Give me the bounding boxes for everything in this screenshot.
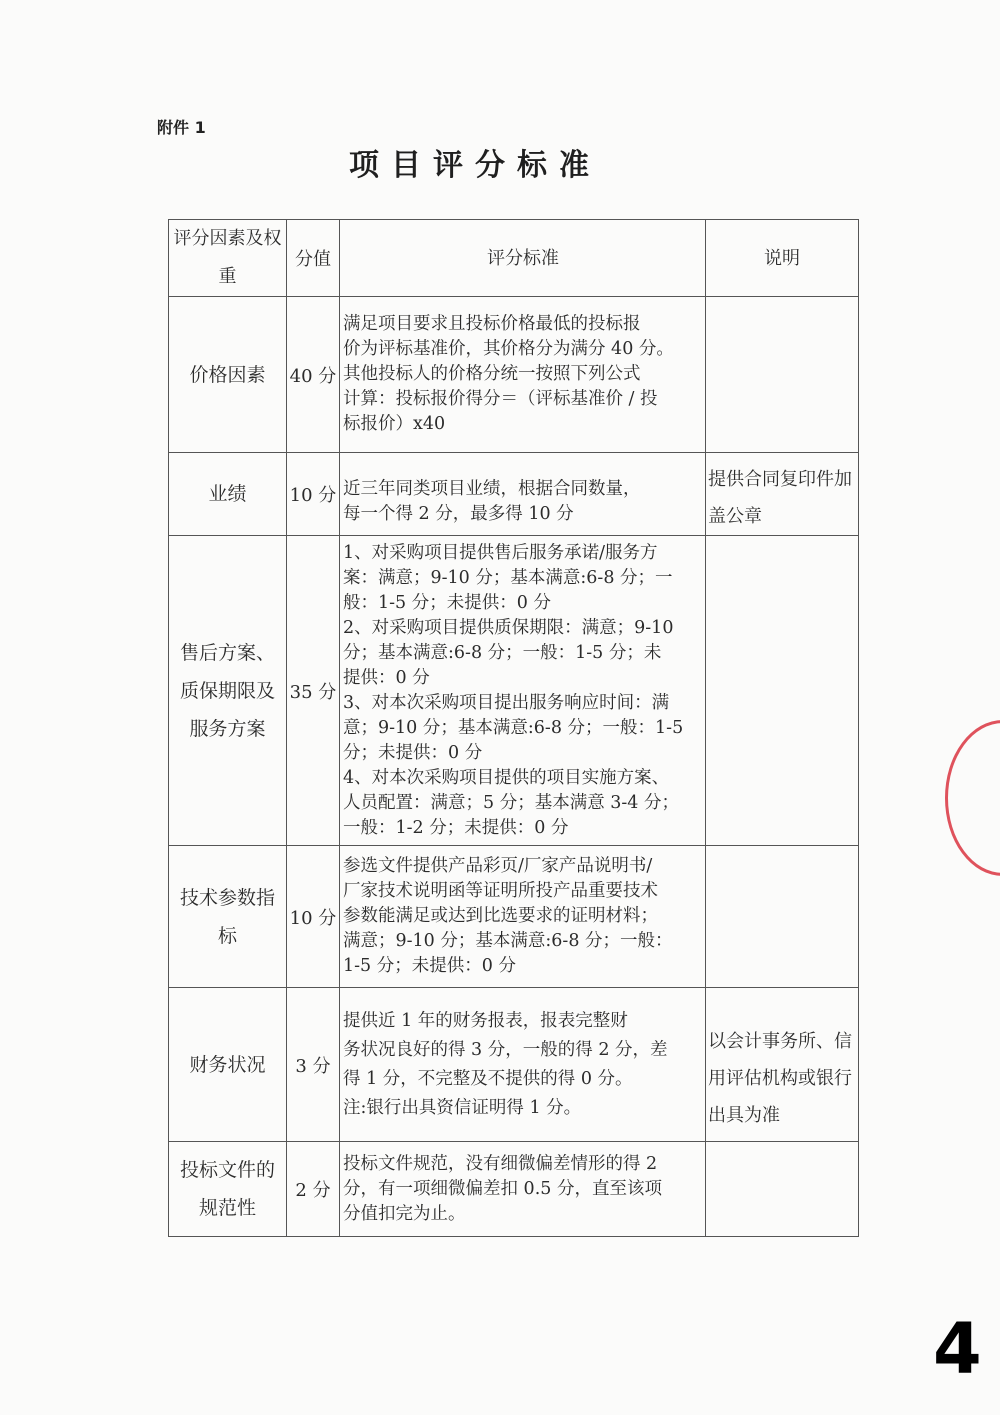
criteria-line: 人员配置：满意；5 分；基本满意 3-4 分； bbox=[343, 792, 680, 813]
factor-cell: 价格因素 bbox=[169, 297, 287, 453]
criteria-line: 意；9-10 分；基本满意:6-8 分；一般：1-5 bbox=[343, 717, 684, 738]
score-cell: 2 分 bbox=[287, 1142, 340, 1237]
criteria-line: 标报价）x40 bbox=[343, 414, 446, 434]
table-row bbox=[169, 536, 859, 846]
criteria-line: 3、对本次采购项目提出服务响应时间：满 bbox=[343, 692, 670, 713]
note-cell bbox=[706, 297, 859, 453]
attachment-label: 附件 1 bbox=[157, 118, 206, 137]
factor-cell: 技术参数指标 bbox=[169, 846, 287, 988]
page-title: 项目评分标准 bbox=[349, 148, 601, 183]
score-cell: 10 分 bbox=[287, 846, 340, 988]
criteria-line: 计算：投标报价得分＝（评标基准价 / 投 bbox=[343, 389, 658, 409]
score-cell: 40 分 bbox=[287, 297, 340, 453]
page-number: 4 bbox=[933, 1308, 982, 1390]
criteria-line: 厂家技术说明函等证明所投产品重要技术 bbox=[343, 881, 658, 901]
note-cell: 提供合同复印件加盖公章 bbox=[706, 453, 859, 536]
table-row bbox=[169, 846, 859, 988]
factor-cell: 投标文件的规范性 bbox=[169, 1142, 287, 1237]
criteria-line: 参选文件提供产品彩页/厂家产品说明书/ bbox=[343, 856, 653, 876]
header-factor: 评分因素及权重 bbox=[169, 220, 287, 297]
note-cell bbox=[706, 846, 859, 988]
criteria-line: 满意；9-10 分；基本满意:6-8 分；一般： bbox=[343, 931, 673, 951]
note-cell bbox=[706, 1142, 859, 1237]
criteria-line: 务状况良好的得 3 分，一般的得 2 分，差 bbox=[343, 1039, 668, 1060]
criteria-cell bbox=[340, 453, 706, 536]
criteria-line: 提供近 1 年的财务报表，报表完整财 bbox=[343, 1010, 628, 1031]
score-cell: 10 分 bbox=[287, 453, 340, 536]
header-criteria: 评分标准 bbox=[340, 220, 706, 297]
criteria-cell bbox=[340, 536, 706, 846]
criteria-cell bbox=[340, 1142, 706, 1237]
criteria-line: 一般：1-2 分；未提供：0 分 bbox=[343, 817, 569, 838]
criteria-line: 分；基本满意:6-8 分；一般：1-5 分；未 bbox=[343, 642, 662, 663]
criteria-line: 1-5 分；未提供：0 分 bbox=[343, 956, 516, 976]
scoring-table bbox=[168, 219, 859, 1237]
criteria-line: 4、对本次采购项目提供的项目实施方案、 bbox=[343, 767, 670, 788]
note-cell bbox=[706, 536, 859, 846]
criteria-line: 分值扣完为止。 bbox=[343, 1203, 466, 1224]
criteria-line: 参数能满足或达到比选要求的证明材料； bbox=[343, 906, 658, 926]
criteria-line: 价为评标基准价，其价格分为满分 40 分。 bbox=[343, 339, 674, 359]
factor-cell: 业绩 bbox=[169, 453, 287, 536]
criteria-line: 分；未提供：0 分 bbox=[343, 742, 483, 763]
table-row bbox=[169, 988, 859, 1142]
criteria-cell bbox=[340, 846, 706, 988]
criteria-line: 得 1 分，不完整及不提供的得 0 分。 bbox=[343, 1068, 633, 1089]
table-row bbox=[169, 453, 859, 536]
criteria-line: 分，有一项细微偏差扣 0.5 分，直至该项 bbox=[343, 1178, 662, 1199]
criteria-line: 提供：0 分 bbox=[343, 667, 430, 688]
criteria-line: 其他投标人的价格分统一按照下列公式 bbox=[343, 364, 641, 384]
factor-cell: 售后方案、质保期限及服务方案 bbox=[169, 536, 287, 846]
header-note: 说明 bbox=[706, 220, 859, 297]
criteria-line: 注:银行出具资信证明得 1 分。 bbox=[343, 1097, 582, 1118]
score-cell: 35 分 bbox=[287, 536, 340, 846]
header-score: 分值 bbox=[287, 220, 340, 297]
note-cell: 以会计事务所、信用评估机构或银行出具为准 bbox=[706, 988, 859, 1142]
criteria-cell bbox=[340, 297, 706, 453]
factor-cell: 财务状况 bbox=[169, 988, 287, 1142]
criteria-line: 满足项目要求且投标价格最低的投标报 bbox=[343, 314, 641, 334]
criteria-line: 案：满意；9-10 分；基本满意:6-8 分；一 bbox=[343, 567, 673, 588]
table-header-row bbox=[169, 220, 859, 297]
criteria-line: 每一个得 2 分，最多得 10 分 bbox=[343, 504, 574, 524]
criteria-cell bbox=[340, 988, 706, 1142]
criteria-line: 2、对采购项目提供质保期限：满意；9-10 bbox=[343, 617, 674, 638]
criteria-line: 般：1-5 分；未提供：0 分 bbox=[343, 592, 551, 613]
table-row bbox=[169, 1142, 859, 1237]
criteria-line: 1、对采购项目提供售后服务承诺/服务方 bbox=[343, 542, 658, 563]
criteria-line: 近三年同类项目业绩，根据合同数量， bbox=[343, 479, 641, 499]
table-row bbox=[169, 297, 859, 453]
score-cell: 3 分 bbox=[287, 988, 340, 1142]
criteria-line: 投标文件规范，没有细微偏差情形的得 2 bbox=[343, 1153, 658, 1174]
red-seal-stamp bbox=[945, 720, 1000, 876]
